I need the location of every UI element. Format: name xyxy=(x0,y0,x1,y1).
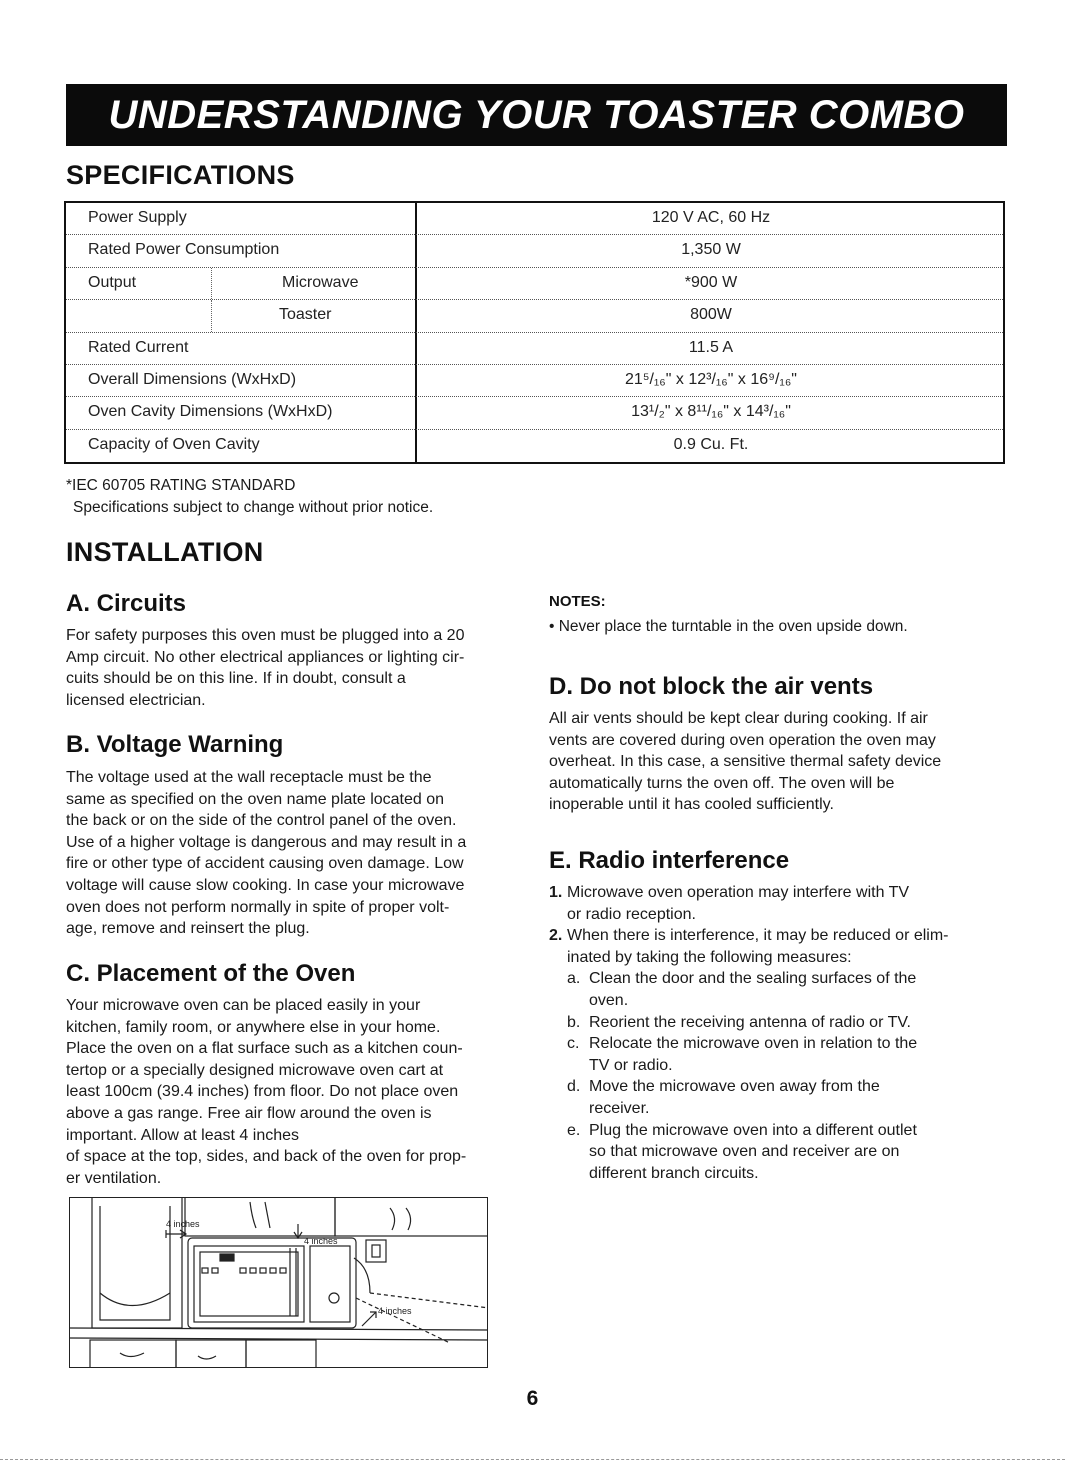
text-line: age, remove and reinsert the plug. xyxy=(66,920,310,938)
sub-list-letter: a. xyxy=(567,970,581,988)
sub-list-item-cont xyxy=(549,1055,1009,1077)
text-line: different branch circuits. xyxy=(589,1164,759,1182)
text-line: oven. xyxy=(589,991,629,1009)
spec-row xyxy=(66,268,1003,300)
spec-sub-divider xyxy=(211,268,212,299)
vents-text xyxy=(549,708,941,816)
page-banner xyxy=(66,84,1007,146)
text-line: All air vents should be kept clear during cooking. If air xyxy=(549,710,928,727)
text-line: least 100cm (39.4 inches) from floor. Do not place oven xyxy=(66,1083,459,1101)
text-line: overheat. In this case, a sensitive thermal safety device xyxy=(549,753,942,771)
text-line: of space at the top, sides, and back of the oven for prop- xyxy=(66,1148,467,1166)
text-line: When there is interference, it may be reduced or elim- xyxy=(567,927,949,945)
text-line: TV or radio. xyxy=(589,1056,673,1074)
text-line: tertop or a specially designed microwave oven cart at xyxy=(66,1061,444,1079)
spec-value: 120 V AC, 60 Hz xyxy=(651,209,771,226)
spec-sub-label: Microwave xyxy=(282,273,359,291)
circuits-text xyxy=(66,625,464,711)
label-side-gap: 4 inches xyxy=(166,1219,200,1229)
spec-label: Output xyxy=(88,273,137,291)
text-line: kitchen, family room, or anywhere else in your home. xyxy=(66,1018,441,1036)
text-line: so that microwave oven and receiver are on xyxy=(589,1143,900,1161)
text-line: Reorient the receiving antenna of radio or TV. xyxy=(589,1013,911,1031)
text-line: fire or other type of accident causing oven damage. Low xyxy=(66,855,464,873)
sub-list-item xyxy=(549,968,1009,990)
list-number: 2. xyxy=(549,927,563,945)
text-line: inoperable until it has cooled sufficiently. xyxy=(549,796,834,814)
text-line: automatically turns the oven off. The oven will be xyxy=(549,774,895,792)
sub-list-letter: c. xyxy=(567,1035,580,1053)
radio-list xyxy=(549,882,1009,1184)
circuits-heading: A. Circuits xyxy=(66,590,187,617)
text-line: The voltage used at the wall receptacle must be the xyxy=(66,769,432,786)
radio-heading: E. Radio interference xyxy=(549,847,790,874)
oven-placement-illustration xyxy=(69,1197,488,1368)
spec-label: Capacity of Oven Cavity xyxy=(88,435,260,453)
text-line: vents are covered during oven operation the oven may xyxy=(549,731,936,749)
spec-footnote: *IEC 60705 RATING STANDARD xyxy=(66,477,296,494)
text-line: Microwave oven operation may interfere with TV xyxy=(567,884,910,901)
vents-heading: D. Do not block the air vents xyxy=(549,673,874,700)
sub-list-item-cont xyxy=(549,1141,1009,1163)
text-line: the back or on the side of the control panel of the oven. xyxy=(66,812,457,830)
voltage-text xyxy=(66,767,466,940)
notes-heading: NOTES: xyxy=(549,593,606,610)
spec-value: 13¹/₂" x 8¹¹/₁₆" x 14³/₁₆" xyxy=(631,403,791,421)
sub-list-item xyxy=(549,1012,1009,1034)
installation-heading: INSTALLATION xyxy=(66,537,264,567)
list-item-cont xyxy=(549,947,1009,969)
text-line: licensed electrician. xyxy=(66,691,206,709)
text-line: Amp circuit. No other electrical appliances or lighting cir- xyxy=(66,648,465,666)
label-top-gap: 4 inches xyxy=(304,1236,338,1246)
sub-list-letter: b. xyxy=(567,1013,581,1031)
spec-value: *900 W xyxy=(684,273,738,291)
spec-value: 0.9 Cu. Ft. xyxy=(673,435,749,453)
spec-value: 1,350 W xyxy=(681,241,741,259)
text-line: Move the microwave oven away from the xyxy=(589,1078,880,1096)
list-item xyxy=(549,925,1009,947)
placement-text xyxy=(66,995,466,1189)
spec-label: Oven Cavity Dimensions (WxHxD) xyxy=(88,403,333,421)
spec-table xyxy=(64,201,1005,464)
sub-list-item-cont xyxy=(549,1098,1009,1120)
spec-sub-divider xyxy=(211,300,212,331)
text-line: cuits should be on this line. If in doubt, consult a xyxy=(66,670,406,688)
kitchen-drawing xyxy=(70,1198,488,1368)
text-line: above a gas range. Free air flow around the oven is xyxy=(66,1104,432,1122)
sub-list-item xyxy=(549,1076,1009,1098)
spec-notice: Specifications subject to change without prior notice. xyxy=(73,499,434,516)
text-line: Your microwave oven can be placed easily in your xyxy=(66,997,421,1014)
sub-list-item-cont xyxy=(549,990,1009,1012)
text-line: Relocate the microwave oven in relation to the xyxy=(589,1035,918,1053)
text-line: or radio reception. xyxy=(567,905,696,923)
list-number: 1. xyxy=(549,884,563,901)
list-item xyxy=(549,882,1009,904)
spec-sub-label: Toaster xyxy=(279,306,332,324)
spec-row xyxy=(66,333,1003,365)
label-back-gap: 4 inches xyxy=(378,1306,412,1316)
spec-label: Power Supply xyxy=(88,209,187,226)
text-line: important. Allow at least 4 inches xyxy=(66,1126,300,1144)
text-line: inated by taking the following measures: xyxy=(567,948,852,966)
spec-row xyxy=(66,300,1003,332)
text-line: For safety purposes this oven must be plugged into a 20 xyxy=(66,627,465,644)
sub-list-item-cont xyxy=(549,1163,1009,1185)
specifications-heading: SPECIFICATIONS xyxy=(66,160,295,190)
spec-label: Rated Current xyxy=(88,338,189,356)
spec-label: Overall Dimensions (WxHxD) xyxy=(88,371,297,388)
spec-row xyxy=(66,397,1003,429)
notes-text: • Never place the turntable in the oven upside down. xyxy=(549,618,908,635)
text-line: voltage will cause slow cooking. In case your microwave xyxy=(66,876,465,894)
text-line: Clean the door and the sealing surfaces of the xyxy=(589,970,917,988)
spec-row xyxy=(66,203,1003,235)
spec-row xyxy=(66,235,1003,267)
spec-value: 800W xyxy=(690,306,732,324)
text-line: Place the oven on a flat surface such as a kitchen coun- xyxy=(66,1040,463,1058)
spec-row xyxy=(66,365,1003,397)
text-line: er ventilation. xyxy=(66,1169,162,1187)
text-line: oven does not perform normally in spite of proper volt- xyxy=(66,898,450,916)
placement-heading: C. Placement of the Oven xyxy=(66,960,356,987)
spec-row xyxy=(66,430,1003,462)
spec-label: Rated Power Consumption xyxy=(88,241,280,259)
text-line: Use of a higher voltage is dangerous and may result in a xyxy=(66,833,467,851)
text-line: receiver. xyxy=(589,1099,650,1117)
text-line: Plug the microwave oven into a different outlet xyxy=(589,1121,917,1139)
sub-list-item xyxy=(549,1120,1009,1142)
sub-list-item xyxy=(549,1033,1009,1055)
spec-value: 11.5 A xyxy=(688,338,734,356)
bottom-rule xyxy=(0,1459,1065,1460)
voltage-heading: B. Voltage Warning xyxy=(66,731,284,758)
sub-list-letter: e. xyxy=(567,1121,581,1139)
spec-value: 21⁵/₁₆" x 12³/₁₆" x 16⁹/₁₆" xyxy=(625,371,797,388)
page-number: 6 xyxy=(526,1387,539,1410)
list-item-cont xyxy=(549,904,1009,926)
banner-title: UNDERSTANDING YOUR TOASTER COMBO xyxy=(108,92,965,137)
sub-list-letter: d. xyxy=(567,1078,581,1096)
text-line: same as specified on the oven name plate located on xyxy=(66,790,445,808)
